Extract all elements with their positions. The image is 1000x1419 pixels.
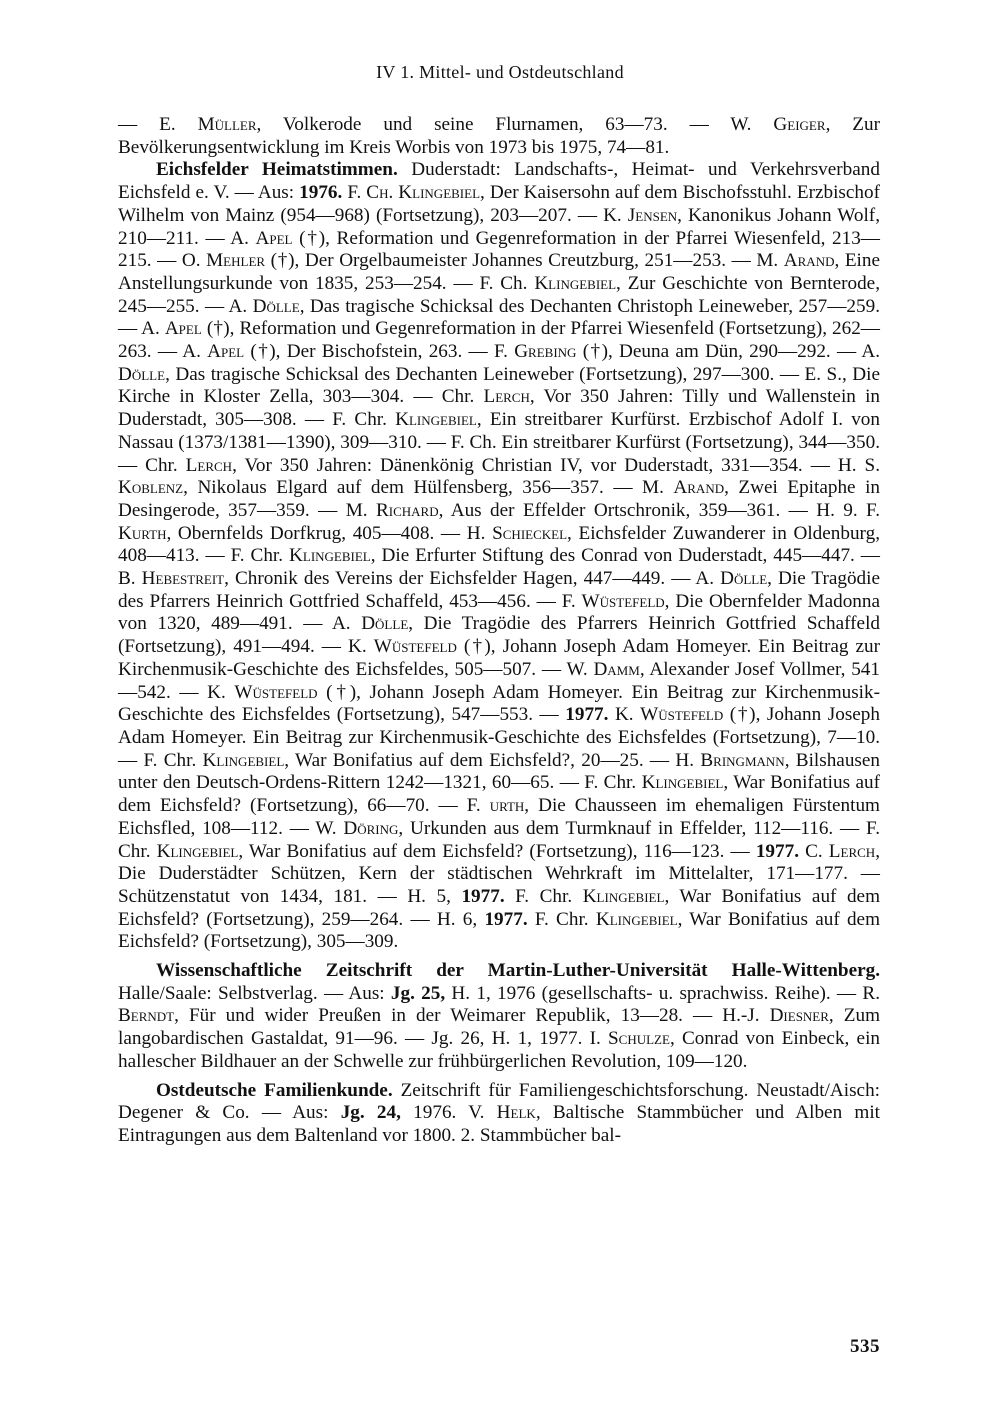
entry-text: , Die Erfurter Stiftung des Conrad von Duderstadt, 445—447. — B. (118, 545, 880, 590)
author-name: Berndt (118, 1005, 175, 1027)
entry-text: , Das tragische Schicksal des Dechanten Christoph Leineweber, 257—259. — A. (118, 295, 880, 340)
entry-text: F. (342, 182, 367, 204)
author-name: Lerch (483, 386, 530, 408)
bibliography-entry (118, 114, 880, 159)
entry-text: (†), Der Bischofstein, 263. — F. (244, 341, 515, 363)
entry-text: , Für und wider Preußen in der Weimarer Republik, 13—28. — H.-J. (174, 1005, 770, 1027)
entry-text: , War Bonifatius auf dem Eichsfeld?, 20—25. — H. (284, 749, 701, 771)
author-name: Klingebiel (641, 772, 724, 794)
bold-heading: Jg. 25, (390, 982, 446, 1004)
entry-text: , Zur Geschichte von Bernterode, 245—255. — A. (118, 272, 880, 317)
entry-text: (†), Johann Joseph Adam Homeyer. Ein Beitrag zur Kirchenmusik-Geschichte des Eichsfeldes, 505—507. — W. (118, 636, 881, 680)
bibliography-entry (118, 159, 880, 954)
entry-text: , Der Kaisersohn auf dem Bischofsstuhl. Erzbischof Wilhelm von Mainz (954—968) (Fortsetzung), 203—207. — K. (118, 182, 880, 226)
running-head: IV 1. Mittel- und Ostdeutschland (376, 62, 624, 82)
entry-text: F. Chr. (504, 885, 583, 907)
entry-text: Zeitschrift für Familiengeschichtsforschung. Neustadt/Aisch: Degener & Co. — Aus: (118, 1079, 880, 1124)
author-name: Döring (343, 817, 399, 839)
bold-heading: 1976. (299, 182, 343, 204)
page-number: 535 (850, 1336, 880, 1357)
bold-heading: Jg. 24, (340, 1102, 401, 1124)
entry-text: , Bilshausen unter den Deutsch-Ordens-Rittern 1242—1321, 60—65. — F. Chr. (118, 749, 880, 794)
entry-text: , Ein streitbarer Kurfürst. Erzbischof Adolf I. von Nassau (1373/1381—1390), 309—310. — F. Ch. Ein streitbarer Kurfürst (Fortsetzung), 344—350. — Chr. (118, 409, 880, 476)
author-name: Wüstefeld (581, 590, 665, 612)
entry-text: H. 1, 1976 (gesellschafts- u. sprachwiss. Reihe). — R. (445, 982, 880, 1004)
entry-text: , Das tragische Schicksal des Dechanten Leineweber (Fortsetzung), 297—300. — E. S., Die Kirche in Kloster Zella, 303—304. — Chr. (118, 363, 880, 408)
entry-text: , War Bonifatius auf dem Eichsfeld? (Fortsetzung), 116—123. — (238, 840, 756, 862)
entry-text: (†), Der Orgelbaumeister Johannes Creutzburg, 251—253. — M. (265, 250, 784, 272)
entry-text: (†), Johann Joseph Adam Homeyer. Ein Beitrag zur Kirchenmusik-Geschichte des Eichsfeldes (Fortsetzung), 547—553. — (118, 681, 880, 726)
author-name: Lerch (185, 454, 233, 476)
bold-heading: 1977. (461, 885, 505, 907)
author-name: Dölle (720, 568, 768, 590)
author-name: Mehler (206, 250, 266, 272)
author-name: Damm (593, 658, 640, 680)
entry-text: , Nikolaus Elgard auf dem Hülfensberg, 356—357. — M. (183, 477, 674, 499)
entry-text: , War Bonifatius auf dem Eichsfeld? (Fortsetzung), 259—264. — H. 6, (118, 885, 881, 930)
entry-text: , Alexander Josef Vollmer, 541—542. — K. (118, 658, 880, 703)
entry-text: , Obernfelds Dorfkrug, 405—408. — H. (166, 522, 493, 544)
author-name: Jensen (627, 204, 678, 226)
author-name: Koblenz (118, 477, 184, 499)
entry-text: , Urkunden aus dem Turmknauf in Effelder, 112—116. — F. Chr. (118, 817, 880, 862)
entry-text: , War Bonifatius auf dem Eichsfeld? (Fortsetzung), 305—309. (118, 908, 880, 953)
entry-text: , Vor 350 Jahren: Tilly und Wallenstein in Duderstadt, 305—308. — F. Chr. (118, 386, 880, 431)
bibliography-entry (118, 960, 880, 1074)
entry-text: , Eichsfelder Zuwanderer in Oldenburg, 408—413. — F. Chr. (118, 522, 880, 567)
entry-text: , Volkerode und seine Flurnamen, 63—73. — W. (256, 114, 774, 135)
entry-text: , Chronik des Vereins der Eichsfelder Hagen, 447—449. — A. (224, 568, 721, 590)
author-name: Lerch (828, 840, 876, 862)
entry-text: , Zum langobardischen Gastaldat, 91—96. — Jg. 26, H. 1, 1977. I. (118, 1005, 880, 1050)
author-name: Dölle (252, 295, 300, 317)
entry-text: , Die Obernfelder Madonna von 1320, 489—491. — A. (118, 590, 881, 635)
entry-text: (†), Deuna am Dün, 290—292. — A. (576, 341, 881, 363)
bold-heading: Ostdeutsche Familienkunde. (156, 1079, 393, 1101)
entry-text: , Aus der Effelder Ortschronik, 359—361. — H. 9. F. (438, 499, 880, 521)
bibliography-entry (118, 1080, 880, 1148)
entry-text: , Die Chausseen im ehemaligen Fürstentum Eichsfled, 108—112. — W. (118, 795, 880, 839)
author-name: Klingebiel (595, 908, 678, 930)
author-name: Helk (496, 1102, 536, 1124)
author-name: Müller (197, 114, 257, 135)
entry-text: , Die Tragödie des Pfarrers Heinrich Gottfried Schaffeld, 453—456. — F. (118, 568, 880, 612)
author-name: Kurth (118, 522, 167, 544)
author-name: Wüstefeld (640, 704, 724, 726)
author-name: Diesner (769, 1005, 829, 1027)
author-name: Richard (375, 499, 439, 521)
author-name: Klingebiel (395, 409, 477, 431)
entry-text: , Die Tragödie des Pfarrers Heinrich Gottfried Schaffeld (Fortsetzung), 491—494. — K. (118, 613, 880, 658)
author-name: Klingebiel (582, 885, 665, 907)
bibliography-text (118, 114, 880, 1148)
author-name: Apel (255, 227, 293, 249)
author-name: urth (489, 795, 525, 817)
author-name: Grebing (514, 341, 577, 363)
entry-text: — E. (118, 114, 198, 135)
entry-text: , Die Duderstädter Schützen, Kern der städtischen Wehrkraft im Mittelalter, 171—177. — Schützenstatut von 1434, 181. — H. 5, (118, 840, 880, 907)
author-name: Wüstefeld (373, 636, 457, 658)
bold-heading: 1977. (755, 840, 799, 862)
bold-heading: Wissenschaftliche Zeitschrift der Martin-Luther-Universität Halle-Wittenberg. (156, 960, 880, 982)
entry-text: C. (798, 840, 829, 862)
author-name: Hebestreit (141, 568, 225, 590)
author-name: Klingebiel (202, 749, 285, 771)
entry-text: 1976. V. (400, 1102, 497, 1124)
author-name: Wüstefeld (234, 681, 318, 703)
entry-text: , Zur Bevölkerungsentwicklung im Kreis Worbis von 1973 bis 1975, 74—81. (118, 114, 880, 158)
bold-heading: 1977. (484, 908, 528, 930)
author-name: Klingebiel (156, 840, 239, 862)
author-name: Klingebiel (534, 272, 617, 294)
bold-heading: 1977. (565, 704, 609, 726)
author-name: Apel (164, 318, 202, 340)
author-name: Ch. Klingebiel (366, 182, 481, 204)
entry-text: Duderstadt: Landschafts-, Heimat- und Verkehrsverband Eichsfeld e. V. — Aus: (118, 159, 880, 204)
author-name: Arand (783, 250, 835, 272)
author-name: Arand (673, 477, 725, 499)
entry-text: (†), Reformation und Gegenreformation in der Pfarrei Wiesenfeld, 213—215. — O. (118, 227, 880, 272)
author-name: Dölle (118, 363, 166, 385)
author-name: Schulze (608, 1028, 670, 1050)
entry-text: , Zwei Epitaphe in Desingerode, 357—359. — M. (118, 477, 880, 521)
author-name: Schieckel (492, 522, 568, 544)
entry-text: Halle/Saale: Selbstverlag. — Aus: (118, 982, 391, 1004)
author-name: Klingebiel (289, 545, 371, 567)
entry-text: K. (608, 704, 641, 726)
author-name: Bringmann (700, 749, 785, 771)
entry-text: , Eine Anstellungsurkunde von 1835, 253—254. — F. Ch. (118, 250, 881, 294)
bold-heading: Eichsfelder Heimatstimmen. (156, 159, 398, 181)
entry-text: , Conrad von Einbeck, ein hallescher Bildhauer an der Schwelle zur frühbürgerlichen Revolution, 109—120. (118, 1028, 880, 1072)
entry-text: F. Chr. (527, 908, 596, 930)
author-name: Geiger (773, 114, 826, 135)
entry-text: , War Bonifatius auf dem Eichsfeld? (Fortsetzung), 66—70. — F. (118, 772, 880, 817)
entry-text: , Kanonikus Johann Wolf, 210—211. — A. (118, 204, 880, 249)
author-name: Apel (207, 341, 245, 363)
entry-text: (†), Reformation und Gegenreformation in der Pfarrei Wiesenfeld (Fortsetzung), 262—263. — A. (118, 318, 880, 363)
entry-text: , Vor 350 Jahren: Dänenkönig Christian IV, vor Duderstadt, 331—354. — H. S. (232, 454, 880, 476)
author-name: Dölle (361, 613, 409, 635)
entry-text: (†), Johann Joseph Adam Homeyer. Ein Beitrag zur Kirchenmusik-Geschichte des Eichsfeldes (Fortsetzung), 7—10. — F. Chr. (118, 704, 880, 771)
entry-text: , Baltische Stammbücher und Alben mit Eintragungen aus dem Baltenland vor 1800. 2. Stammbücher bal- (118, 1102, 881, 1146)
